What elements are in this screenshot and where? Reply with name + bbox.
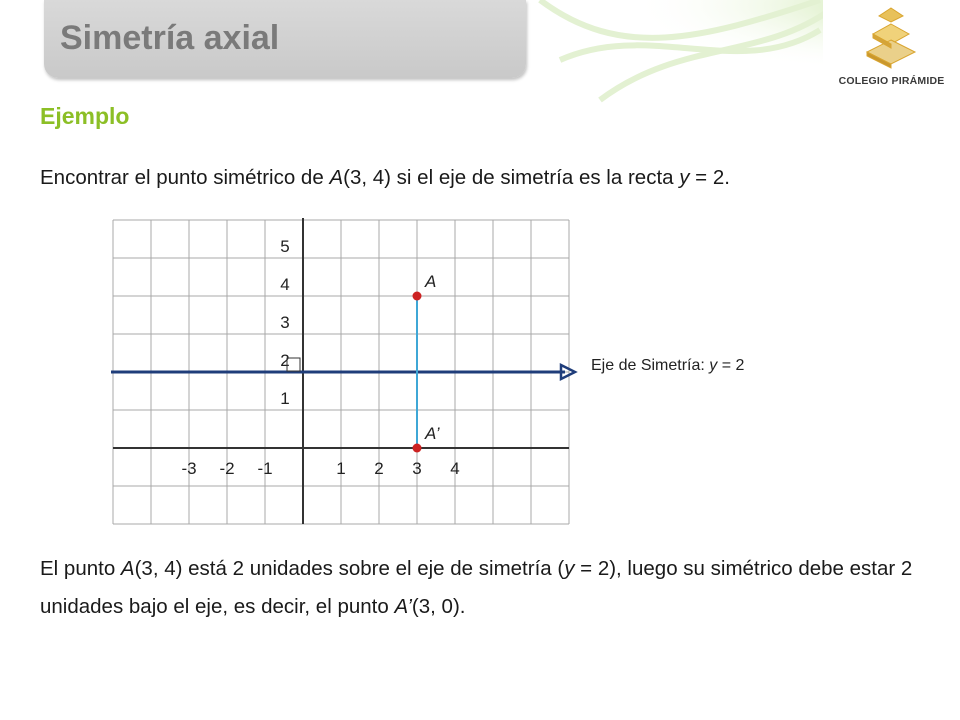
problem-text-2: (3, 4) si el eje de simetría es la recta (343, 166, 680, 189)
x-tick-label: -1 (257, 459, 273, 478)
y-tick-label: 4 (280, 275, 290, 294)
y-tick-label: 1 (280, 389, 290, 408)
x-tick-label: -3 (181, 459, 197, 478)
y-tick-label: 5 (280, 237, 290, 256)
x-tick-label: 3 (412, 459, 422, 478)
point-a (413, 292, 422, 301)
x-tick-label: 2 (374, 459, 384, 478)
explanation-text (40, 550, 940, 626)
problem-point: A (329, 166, 344, 189)
x-tick-label: -2 (219, 459, 235, 478)
school-name: COLEGIO PIRÁMIDE (838, 75, 945, 87)
axis-note-variable: y (709, 357, 718, 374)
y-tick-label: 3 (280, 313, 290, 332)
section-heading: Ejemplo (40, 103, 130, 129)
explanation-c: (3, 4) está 2 unidades sobre el eje de simetría ( (134, 557, 565, 580)
explanation-g: (3, 0). (411, 595, 466, 618)
x-tick-label: 1 (336, 459, 346, 478)
axis-note-text: Eje de Simetría: (591, 357, 710, 374)
problem-variable: y (679, 166, 690, 189)
y-tick-label: 2 (280, 351, 290, 370)
axis-note-value: = 2 (717, 357, 745, 374)
problem-text-3: = 2. (689, 166, 730, 189)
point-label-a: A (425, 272, 437, 291)
point-label-a-prime: A’ (425, 424, 440, 443)
page-title: Simetría axial (60, 19, 280, 57)
symmetry-axis-label (591, 357, 744, 375)
explanation-point-a: A (120, 557, 135, 580)
explanation-e: = 2), luego su simétrico debe estar 2 unidades bajo el eje, es decir, el punto (40, 557, 913, 618)
explanation-point-a-prime: A’ (394, 595, 412, 618)
problem-text-1: Encontrar el punto simétrico de (40, 166, 330, 189)
explanation-variable: y (564, 557, 575, 580)
explanation-a: El punto (40, 557, 121, 580)
point-a-prime (413, 444, 422, 453)
x-tick-label: 4 (450, 459, 460, 478)
